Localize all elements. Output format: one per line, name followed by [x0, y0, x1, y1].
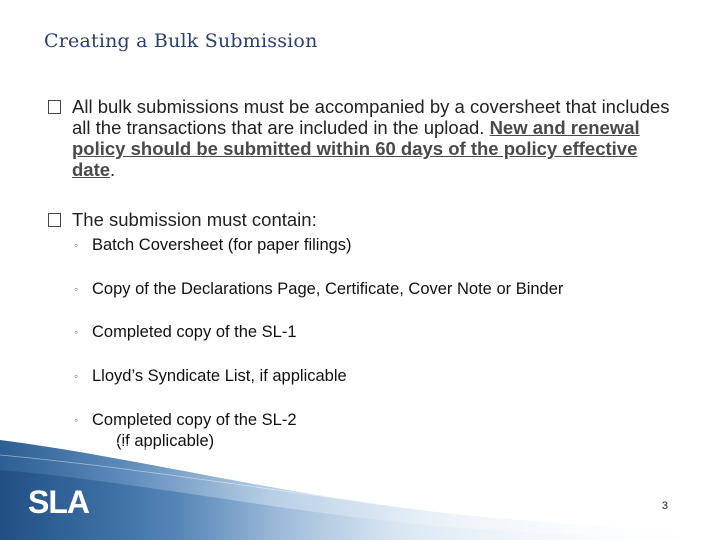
- list-item-label: Copy of the Declarations Page, Certificate, Cover Note or Binder: [92, 280, 564, 298]
- paragraph-coversheet-text: All bulk submissions must be accompanied by a coversheet that includes all the transactions that are included in the upload.: [72, 96, 670, 138]
- paragraph-submission: The submission must contain:: [72, 209, 317, 230]
- list-item: [74, 366, 347, 387]
- slide-title: Creating a Bulk Submission: [44, 30, 318, 52]
- list-item: [74, 322, 297, 343]
- paragraph-coversheet: [72, 96, 672, 180]
- sla-logo: [28, 484, 98, 520]
- list-item: [74, 235, 352, 256]
- paragraph-coversheet-tail: .: [110, 159, 116, 180]
- list-item: [74, 279, 563, 300]
- paragraph-coversheet-emphasis: New and renewal policy should be submitted within 60 days of the policy effective date: [72, 117, 640, 180]
- hollow-circle-bullet-icon: ◦: [74, 238, 79, 252]
- list-item-label: Completed copy of the SL-1: [92, 323, 297, 341]
- checkbox-square-icon: [48, 213, 61, 227]
- page-number: 3: [661, 500, 668, 512]
- list-item-label: Lloyd’s Syndicate List, if applicable: [92, 367, 347, 385]
- list-item-label: Completed copy of the SL-2: [92, 411, 297, 429]
- footer-band: [0, 400, 720, 540]
- hollow-circle-bullet-icon: ◦: [74, 413, 79, 427]
- sla-logo-text: SLA: [28, 484, 89, 520]
- list-item-continuation: (if applicable): [116, 432, 215, 450]
- list-item-label: Batch Coversheet (for paper filings): [92, 236, 352, 254]
- checkbox-square-icon: [48, 100, 61, 114]
- hollow-circle-bullet-icon: ◦: [74, 369, 79, 383]
- hollow-circle-bullet-icon: ◦: [74, 325, 79, 339]
- hollow-circle-bullet-icon: ◦: [74, 282, 79, 296]
